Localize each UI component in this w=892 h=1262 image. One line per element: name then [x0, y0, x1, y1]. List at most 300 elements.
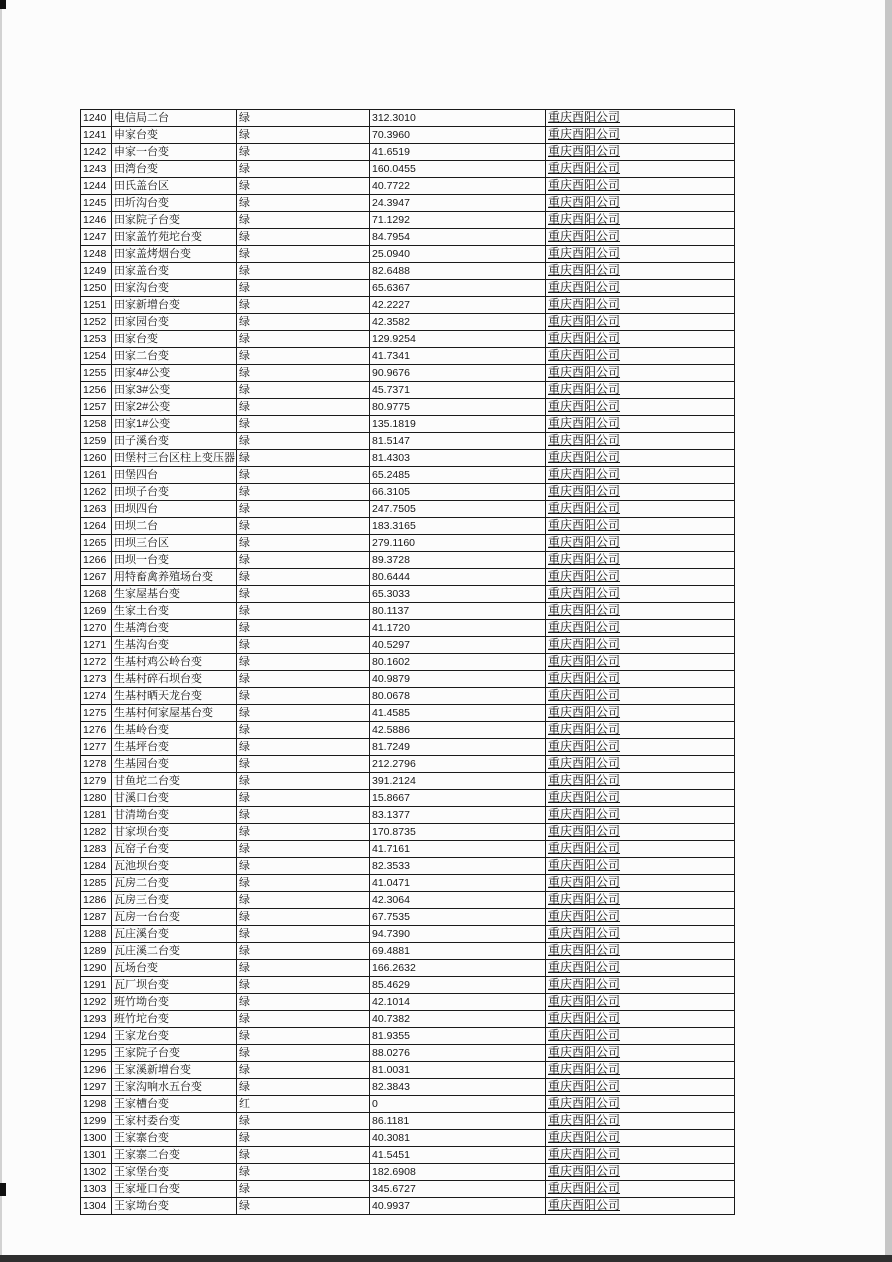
cell-row-number: 1285 — [81, 875, 112, 892]
company-link[interactable]: 重庆酉阳公司 — [548, 365, 621, 379]
cell-company — [546, 603, 735, 620]
company-link[interactable]: 重庆酉阳公司 — [548, 807, 621, 821]
cell-row-number: 1254 — [81, 348, 112, 365]
cell-company — [546, 331, 735, 348]
company-link[interactable]: 重庆酉阳公司 — [548, 909, 621, 923]
company-link[interactable]: 重庆酉阳公司 — [548, 960, 621, 974]
company-link[interactable]: 重庆酉阳公司 — [548, 552, 621, 566]
cell-status-flag: 绿 — [237, 1011, 370, 1028]
table-row — [81, 756, 735, 773]
company-link[interactable]: 重庆酉阳公司 — [548, 1130, 621, 1144]
table-row — [81, 552, 735, 569]
cell-station-name: 田氏盖台区 — [112, 178, 237, 195]
cell-status-flag: 绿 — [237, 110, 370, 127]
cell-status-flag: 绿 — [237, 994, 370, 1011]
company-link[interactable]: 重庆酉阳公司 — [548, 518, 621, 532]
cell-load-value: 84.7954 — [370, 229, 546, 246]
cell-status-flag: 绿 — [237, 807, 370, 824]
company-link[interactable]: 重庆酉阳公司 — [548, 314, 621, 328]
cell-station-name: 生基村何家屋基台变 — [112, 705, 237, 722]
cell-row-number: 1269 — [81, 603, 112, 620]
table-row — [81, 1028, 735, 1045]
company-link[interactable]: 重庆酉阳公司 — [548, 926, 621, 940]
cell-row-number: 1249 — [81, 263, 112, 280]
cell-station-name: 班竹坳台变 — [112, 994, 237, 1011]
cell-row-number: 1298 — [81, 1096, 112, 1113]
company-link[interactable]: 重庆酉阳公司 — [548, 450, 621, 464]
company-link[interactable]: 重庆酉阳公司 — [548, 1096, 621, 1110]
table-row — [81, 1130, 735, 1147]
company-link[interactable]: 重庆酉阳公司 — [548, 688, 621, 702]
cell-load-value: 183.3165 — [370, 518, 546, 535]
cell-company — [546, 977, 735, 994]
table-row — [81, 246, 735, 263]
cell-row-number: 1245 — [81, 195, 112, 212]
cell-load-value: 41.0471 — [370, 875, 546, 892]
cell-station-name: 田坝三台区 — [112, 535, 237, 552]
table-row — [81, 263, 735, 280]
company-link[interactable]: 重庆酉阳公司 — [548, 943, 621, 957]
cell-status-flag: 绿 — [237, 1198, 370, 1215]
table-row — [81, 943, 735, 960]
company-link[interactable]: 重庆酉阳公司 — [548, 433, 621, 447]
table-row — [81, 1011, 735, 1028]
table-row — [81, 1113, 735, 1130]
cell-load-value: 81.0031 — [370, 1062, 546, 1079]
table-row — [81, 1147, 735, 1164]
cell-station-name: 甘鱼坨二台变 — [112, 773, 237, 790]
cell-load-value: 69.4881 — [370, 943, 546, 960]
cell-row-number: 1240 — [81, 110, 112, 127]
cell-load-value: 82.6488 — [370, 263, 546, 280]
cell-row-number: 1252 — [81, 314, 112, 331]
cell-row-number: 1304 — [81, 1198, 112, 1215]
table-row — [81, 654, 735, 671]
cell-status-flag: 绿 — [237, 705, 370, 722]
cell-station-name: 瓦房二台变 — [112, 875, 237, 892]
cell-station-name: 田家盖台变 — [112, 263, 237, 280]
table-row — [81, 1096, 735, 1113]
cell-status-flag: 绿 — [237, 450, 370, 467]
cell-load-value: 67.7535 — [370, 909, 546, 926]
company-link[interactable]: 重庆酉阳公司 — [548, 722, 621, 736]
company-link[interactable]: 重庆酉阳公司 — [548, 467, 621, 481]
cell-load-value: 82.3533 — [370, 858, 546, 875]
cell-load-value: 82.3843 — [370, 1079, 546, 1096]
cell-load-value: 129.9254 — [370, 331, 546, 348]
company-link[interactable]: 重庆酉阳公司 — [548, 280, 621, 294]
cell-load-value: 40.3081 — [370, 1130, 546, 1147]
cell-load-value: 182.6908 — [370, 1164, 546, 1181]
scan-artifact-right-edge — [885, 0, 892, 1262]
cell-station-name: 生基村碎石坝台变 — [112, 671, 237, 688]
cell-company — [546, 960, 735, 977]
cell-row-number: 1281 — [81, 807, 112, 824]
company-link[interactable]: 重庆酉阳公司 — [548, 229, 621, 243]
table-row — [81, 926, 735, 943]
table-row — [81, 314, 735, 331]
cell-load-value: 81.9355 — [370, 1028, 546, 1045]
cell-company — [546, 1198, 735, 1215]
cell-status-flag: 绿 — [237, 960, 370, 977]
table-row — [81, 637, 735, 654]
cell-load-value: 15.8667 — [370, 790, 546, 807]
cell-status-flag: 绿 — [237, 331, 370, 348]
cell-station-name: 王家垭口台变 — [112, 1181, 237, 1198]
company-link[interactable]: 重庆酉阳公司 — [548, 790, 621, 804]
cell-station-name: 甘溪口台变 — [112, 790, 237, 807]
table-row — [81, 1181, 735, 1198]
company-link[interactable]: 重庆酉阳公司 — [548, 603, 621, 617]
table-row — [81, 994, 735, 1011]
company-link[interactable]: 重庆酉阳公司 — [548, 1079, 621, 1093]
cell-station-name: 瓦房一台台变 — [112, 909, 237, 926]
cell-station-name: 申家一台变 — [112, 144, 237, 161]
cell-row-number: 1284 — [81, 858, 112, 875]
cell-company — [546, 518, 735, 535]
cell-load-value: 40.9879 — [370, 671, 546, 688]
cell-status-flag: 绿 — [237, 1164, 370, 1181]
cell-station-name: 田家1#公变 — [112, 416, 237, 433]
cell-company — [546, 501, 735, 518]
table-row — [81, 348, 735, 365]
cell-station-name: 田家盖竹苑坨台变 — [112, 229, 237, 246]
cell-row-number: 1258 — [81, 416, 112, 433]
company-link[interactable]: 重庆酉阳公司 — [548, 535, 621, 549]
cell-company — [546, 1130, 735, 1147]
table-row — [81, 450, 735, 467]
cell-status-flag: 绿 — [237, 535, 370, 552]
cell-load-value: 88.0276 — [370, 1045, 546, 1062]
company-link[interactable]: 重庆酉阳公司 — [548, 977, 621, 991]
cell-row-number: 1292 — [81, 994, 112, 1011]
cell-status-flag: 绿 — [237, 926, 370, 943]
table-row — [81, 977, 735, 994]
cell-load-value: 0 — [370, 1096, 546, 1113]
table-row — [81, 501, 735, 518]
cell-load-value: 71.1292 — [370, 212, 546, 229]
cell-load-value: 42.5886 — [370, 722, 546, 739]
cell-status-flag: 绿 — [237, 263, 370, 280]
cell-load-value: 94.7390 — [370, 926, 546, 943]
company-link[interactable]: 重庆酉阳公司 — [548, 705, 621, 719]
cell-company — [546, 824, 735, 841]
company-link[interactable]: 重庆酉阳公司 — [548, 1181, 621, 1195]
cell-row-number: 1302 — [81, 1164, 112, 1181]
cell-row-number: 1251 — [81, 297, 112, 314]
table-row — [81, 620, 735, 637]
cell-load-value: 65.2485 — [370, 467, 546, 484]
table-row — [81, 161, 735, 178]
cell-company — [546, 110, 735, 127]
cell-company — [546, 1079, 735, 1096]
cell-station-name: 田子溪台变 — [112, 433, 237, 450]
cell-company — [546, 348, 735, 365]
company-link[interactable]: 重庆酉阳公司 — [548, 637, 621, 651]
cell-company — [546, 161, 735, 178]
cell-load-value: 160.0455 — [370, 161, 546, 178]
cell-company — [546, 773, 735, 790]
cell-company — [546, 552, 735, 569]
cell-company — [546, 671, 735, 688]
cell-station-name: 甘清坳台变 — [112, 807, 237, 824]
table-row — [81, 909, 735, 926]
cell-row-number: 1300 — [81, 1130, 112, 1147]
company-link[interactable]: 重庆酉阳公司 — [548, 195, 621, 209]
cell-company — [546, 756, 735, 773]
company-link[interactable]: 重庆酉阳公司 — [548, 858, 621, 872]
cell-status-flag: 绿 — [237, 229, 370, 246]
company-link[interactable]: 重庆酉阳公司 — [548, 994, 621, 1008]
company-link[interactable]: 重庆酉阳公司 — [548, 178, 621, 192]
company-link[interactable]: 重庆酉阳公司 — [548, 416, 621, 430]
cell-station-name: 生家土台变 — [112, 603, 237, 620]
company-link[interactable]: 重庆酉阳公司 — [548, 1198, 621, 1212]
cell-row-number: 1257 — [81, 399, 112, 416]
cell-company — [546, 654, 735, 671]
cell-row-number: 1259 — [81, 433, 112, 450]
table-row — [81, 671, 735, 688]
cell-station-name: 生基村晒天龙台变 — [112, 688, 237, 705]
table-row — [81, 518, 735, 535]
cell-station-name: 田堡四台 — [112, 467, 237, 484]
cell-status-flag: 绿 — [237, 858, 370, 875]
company-link[interactable]: 重庆酉阳公司 — [548, 127, 621, 141]
cell-row-number: 1268 — [81, 586, 112, 603]
cell-row-number: 1278 — [81, 756, 112, 773]
cell-status-flag: 绿 — [237, 399, 370, 416]
cell-company — [546, 705, 735, 722]
cell-load-value: 41.7341 — [370, 348, 546, 365]
cell-status-flag: 绿 — [237, 569, 370, 586]
cell-status-flag: 绿 — [237, 501, 370, 518]
cell-load-value: 42.3582 — [370, 314, 546, 331]
cell-status-flag: 绿 — [237, 722, 370, 739]
company-link[interactable]: 重庆酉阳公司 — [548, 1147, 621, 1161]
cell-load-value: 81.4303 — [370, 450, 546, 467]
table-row — [81, 433, 735, 450]
cell-station-name: 田家园台变 — [112, 314, 237, 331]
company-link[interactable]: 重庆酉阳公司 — [548, 161, 621, 175]
cell-company — [546, 212, 735, 229]
company-link[interactable]: 重庆酉阳公司 — [548, 824, 621, 838]
company-link[interactable]: 重庆酉阳公司 — [548, 1011, 621, 1025]
cell-row-number: 1250 — [81, 280, 112, 297]
cell-station-name: 田家沟台变 — [112, 280, 237, 297]
company-link[interactable]: 重庆酉阳公司 — [548, 875, 621, 889]
cell-row-number: 1275 — [81, 705, 112, 722]
cell-station-name: 申家台变 — [112, 127, 237, 144]
table-row — [81, 960, 735, 977]
cell-station-name: 电信局二台 — [112, 110, 237, 127]
cell-company — [546, 382, 735, 399]
cell-station-name: 班竹坨台变 — [112, 1011, 237, 1028]
table-row — [81, 297, 735, 314]
table-row — [81, 195, 735, 212]
cell-station-name: 甘家坝台变 — [112, 824, 237, 841]
company-link[interactable]: 重庆酉阳公司 — [548, 569, 621, 583]
cell-load-value: 80.9775 — [370, 399, 546, 416]
cell-row-number: 1242 — [81, 144, 112, 161]
company-link[interactable]: 重庆酉阳公司 — [548, 1028, 621, 1042]
company-link[interactable]: 重庆酉阳公司 — [548, 144, 621, 158]
table-row — [81, 807, 735, 824]
company-link[interactable]: 重庆酉阳公司 — [548, 1164, 621, 1178]
cell-status-flag: 绿 — [237, 1181, 370, 1198]
cell-station-name: 生基园台变 — [112, 756, 237, 773]
cell-load-value: 41.1720 — [370, 620, 546, 637]
cell-row-number: 1256 — [81, 382, 112, 399]
company-link[interactable]: 重庆酉阳公司 — [548, 110, 621, 124]
company-link[interactable]: 重庆酉阳公司 — [548, 399, 621, 413]
cell-row-number: 1296 — [81, 1062, 112, 1079]
company-link[interactable]: 重庆酉阳公司 — [548, 382, 621, 396]
cell-row-number: 1279 — [81, 773, 112, 790]
company-link[interactable]: 重庆酉阳公司 — [548, 739, 621, 753]
cell-station-name: 生家屋基台变 — [112, 586, 237, 603]
table-row — [81, 229, 735, 246]
cell-status-flag: 绿 — [237, 824, 370, 841]
company-link[interactable]: 重庆酉阳公司 — [548, 246, 621, 260]
cell-row-number: 1255 — [81, 365, 112, 382]
cell-row-number: 1294 — [81, 1028, 112, 1045]
cell-station-name: 瓦池坝台变 — [112, 858, 237, 875]
cell-row-number: 1286 — [81, 892, 112, 909]
cell-station-name: 田坝四台 — [112, 501, 237, 518]
cell-company — [546, 416, 735, 433]
cell-company — [546, 875, 735, 892]
company-link[interactable]: 重庆酉阳公司 — [548, 297, 621, 311]
company-link[interactable]: 重庆酉阳公司 — [548, 841, 621, 855]
cell-row-number: 1303 — [81, 1181, 112, 1198]
cell-station-name: 王家寨台变 — [112, 1130, 237, 1147]
cell-station-name: 瓦厂坝台变 — [112, 977, 237, 994]
cell-row-number: 1253 — [81, 331, 112, 348]
company-link[interactable]: 重庆酉阳公司 — [548, 212, 621, 226]
company-link[interactable]: 重庆酉阳公司 — [548, 1062, 621, 1076]
cell-row-number: 1289 — [81, 943, 112, 960]
cell-status-flag: 绿 — [237, 1079, 370, 1096]
cell-load-value: 25.0940 — [370, 246, 546, 263]
cell-company — [546, 620, 735, 637]
cell-company — [546, 365, 735, 382]
cell-status-flag: 绿 — [237, 382, 370, 399]
cell-company — [546, 263, 735, 280]
company-link[interactable]: 重庆酉阳公司 — [548, 501, 621, 515]
table-row — [81, 1045, 735, 1062]
station-data-table — [80, 109, 735, 1215]
company-link[interactable]: 重庆酉阳公司 — [548, 1045, 621, 1059]
table-row — [81, 399, 735, 416]
cell-status-flag: 绿 — [237, 603, 370, 620]
company-link[interactable]: 重庆酉阳公司 — [548, 892, 621, 906]
cell-company — [546, 909, 735, 926]
cell-company — [546, 1164, 735, 1181]
cell-status-flag: 绿 — [237, 773, 370, 790]
cell-company — [546, 1045, 735, 1062]
cell-station-name: 瓦窑子台变 — [112, 841, 237, 858]
cell-load-value: 312.3010 — [370, 110, 546, 127]
cell-status-flag: 绿 — [237, 637, 370, 654]
company-link[interactable]: 重庆酉阳公司 — [548, 263, 621, 277]
company-link[interactable]: 重庆酉阳公司 — [548, 773, 621, 787]
company-link[interactable]: 重庆酉阳公司 — [548, 348, 621, 362]
cell-company — [546, 926, 735, 943]
cell-station-name: 田家院子台变 — [112, 212, 237, 229]
cell-station-name: 田堡村三台区柱上变压器 — [112, 450, 237, 467]
cell-station-name: 瓦庄溪台变 — [112, 926, 237, 943]
cell-company — [546, 1147, 735, 1164]
cell-company — [546, 943, 735, 960]
company-link[interactable]: 重庆酉阳公司 — [548, 331, 621, 345]
company-link[interactable]: 重庆酉阳公司 — [548, 1113, 621, 1127]
table-row — [81, 110, 735, 127]
cell-load-value: 24.3947 — [370, 195, 546, 212]
cell-status-flag: 绿 — [237, 977, 370, 994]
cell-station-name: 田家3#公变 — [112, 382, 237, 399]
company-link[interactable]: 重庆酉阳公司 — [548, 620, 621, 634]
table-row — [81, 1164, 735, 1181]
cell-row-number: 1272 — [81, 654, 112, 671]
cell-load-value: 40.5297 — [370, 637, 546, 654]
cell-station-name: 用特畜禽养殖场台变 — [112, 569, 237, 586]
table-row — [81, 875, 735, 892]
table-row — [81, 841, 735, 858]
cell-station-name: 王家寨二台变 — [112, 1147, 237, 1164]
cell-station-name: 生基湾台变 — [112, 620, 237, 637]
cell-station-name: 田湾台变 — [112, 161, 237, 178]
cell-status-flag: 绿 — [237, 671, 370, 688]
company-link[interactable]: 重庆酉阳公司 — [548, 756, 621, 770]
cell-row-number: 1297 — [81, 1079, 112, 1096]
table-row — [81, 212, 735, 229]
cell-row-number: 1246 — [81, 212, 112, 229]
cell-company — [546, 790, 735, 807]
company-link[interactable]: 重庆酉阳公司 — [548, 484, 621, 498]
cell-station-name: 田家新增台变 — [112, 297, 237, 314]
cell-company — [546, 722, 735, 739]
cell-row-number: 1295 — [81, 1045, 112, 1062]
cell-company — [546, 688, 735, 705]
cell-row-number: 1288 — [81, 926, 112, 943]
company-link[interactable]: 重庆酉阳公司 — [548, 671, 621, 685]
cell-load-value: 40.7382 — [370, 1011, 546, 1028]
company-link[interactable]: 重庆酉阳公司 — [548, 586, 621, 600]
cell-company — [546, 739, 735, 756]
cell-status-flag: 绿 — [237, 1062, 370, 1079]
cell-company — [546, 127, 735, 144]
cell-load-value: 86.1181 — [370, 1113, 546, 1130]
cell-company — [546, 1062, 735, 1079]
cell-station-name: 生基沟台变 — [112, 637, 237, 654]
cell-load-value: 81.5147 — [370, 433, 546, 450]
cell-status-flag: 绿 — [237, 620, 370, 637]
cell-station-name: 生基岭台变 — [112, 722, 237, 739]
cell-row-number: 1290 — [81, 960, 112, 977]
cell-status-flag: 绿 — [237, 467, 370, 484]
table-row — [81, 127, 735, 144]
scan-artifact-left-edge — [0, 0, 2, 1262]
cell-row-number: 1260 — [81, 450, 112, 467]
cell-load-value: 391.2124 — [370, 773, 546, 790]
cell-company — [546, 178, 735, 195]
cell-status-flag: 绿 — [237, 586, 370, 603]
cell-company — [546, 569, 735, 586]
cell-status-flag: 绿 — [237, 909, 370, 926]
cell-status-flag: 绿 — [237, 178, 370, 195]
company-link[interactable]: 重庆酉阳公司 — [548, 654, 621, 668]
cell-station-name: 田坝一台变 — [112, 552, 237, 569]
